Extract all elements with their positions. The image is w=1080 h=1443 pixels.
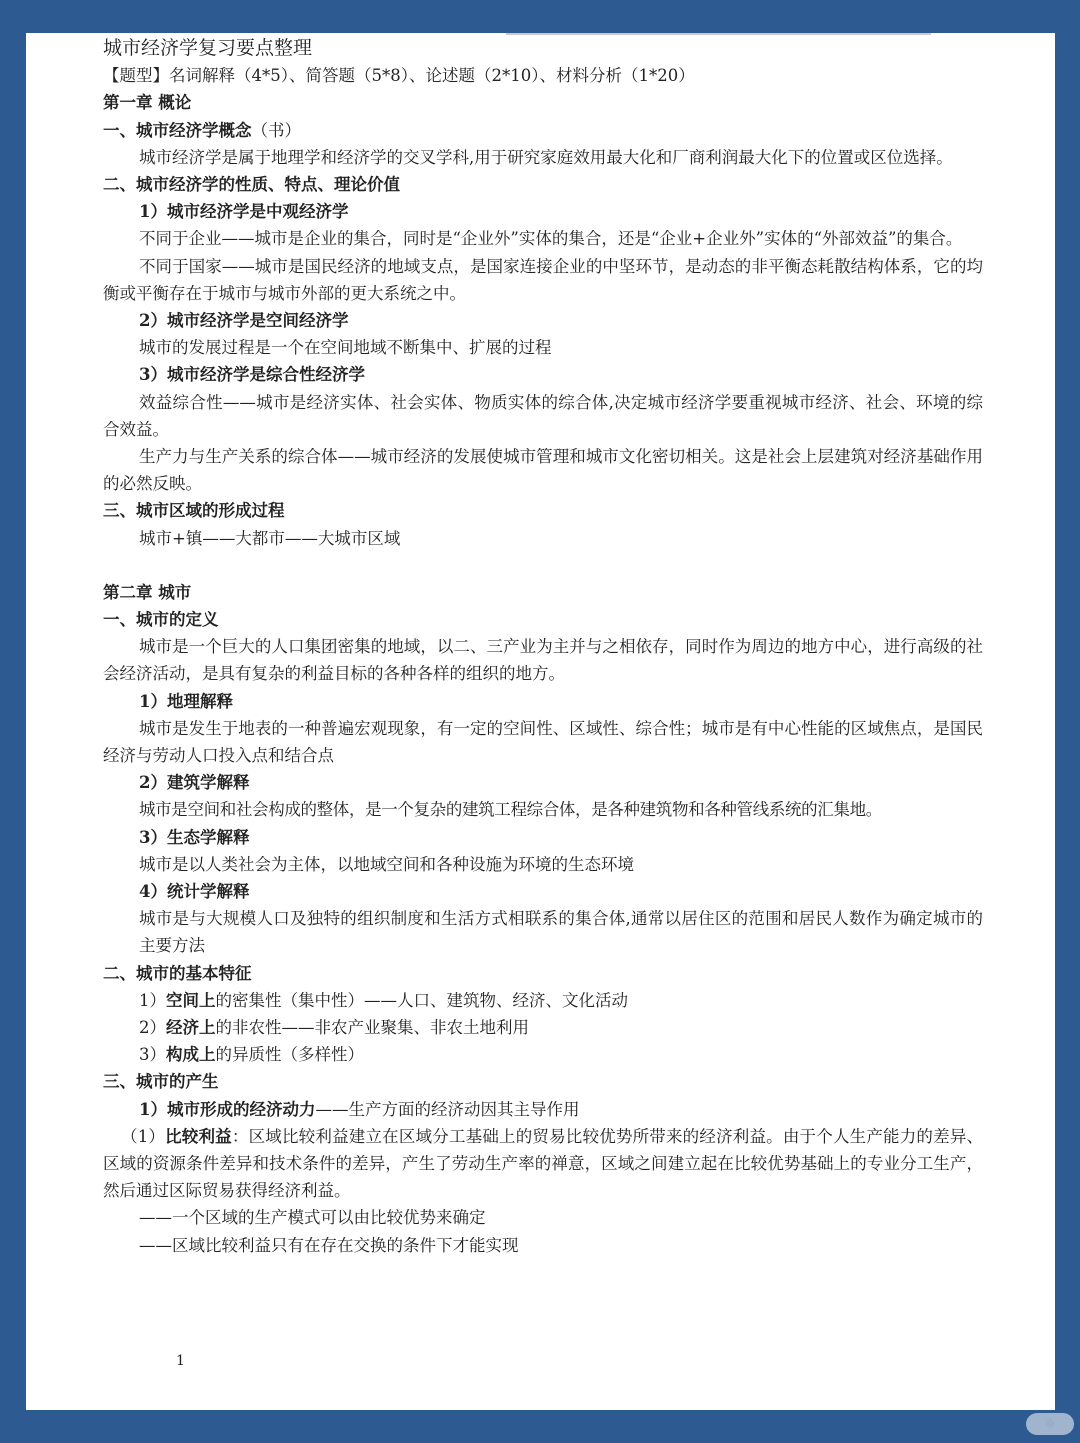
origin-point-text: ——生产方面的经济动因其主导作用 bbox=[315, 1099, 580, 1119]
comparative-advantage-paragraph bbox=[103, 1123, 983, 1205]
page-number: 1 bbox=[176, 1353, 185, 1369]
feature-keyword: 经济上 bbox=[166, 1017, 216, 1037]
watermark-logo-icon: ◎ bbox=[1026, 1413, 1074, 1435]
definition-4-title: 4）统计学解释 bbox=[139, 882, 250, 901]
feature-number: 1） bbox=[139, 990, 166, 1010]
feature-1 bbox=[103, 987, 983, 1014]
ch1-point-3: 3）城市经济学是综合性经济学 bbox=[139, 365, 365, 385]
spacer bbox=[103, 552, 983, 579]
feature-number: 3） bbox=[139, 1045, 166, 1065]
dash-note-1: ——一个区域的生产模式可以由比较优势来确定 bbox=[139, 1208, 486, 1228]
origin-point-title: 1）城市形成的经济动力 bbox=[139, 1099, 316, 1119]
ch2-section-3-title: 三、城市的产生 bbox=[103, 1072, 219, 1092]
document-body bbox=[103, 35, 983, 1259]
ch1-point-2-paragraph: 城市的发展过程是一个在空间地域不断集中、扩展的过程 bbox=[139, 338, 552, 358]
ch1-section-3-title: 三、城市区域的形成过程 bbox=[103, 501, 285, 521]
feature-text: 的非农性——非农产业聚集、非农土地利用 bbox=[215, 1017, 529, 1037]
feature-text: 的密集性（集中性）——人口、建筑物、经济、文化活动 bbox=[215, 990, 628, 1010]
ch1-section-1-title bbox=[103, 117, 983, 144]
feature-text: 的异质性（多样性） bbox=[215, 1045, 364, 1065]
section-note: （书） bbox=[251, 120, 301, 140]
ch1-point-3-paragraph-1: 效益综合性——城市是经济实体、社会实体、物质实体的综合体,决定城市经济学要重视城市经济、社会、环境的综合效益。 bbox=[103, 392, 983, 439]
ch1-section-2-title: 二、城市经济学的性质、特点、理论价值 bbox=[103, 174, 400, 194]
definition-2-paragraph: 城市是空间和社会构成的整体，是一个复杂的建筑工程综合体，是各种建筑物和各种管线系统的汇集地。 bbox=[139, 800, 882, 820]
ch2-section-1-title: 一、城市的定义 bbox=[103, 610, 219, 630]
feature-keyword: 构成上 bbox=[166, 1045, 216, 1065]
ch1-point-3-paragraph-2: 生产力与生产关系的综合体——城市经济的发展使城市管理和城市文化密切相关。这是社会上层建筑对经济基础作用的必然反映。 bbox=[103, 446, 983, 494]
dash-note-2: ——区域比较利益只有在存在交换的条件下才能实现 bbox=[139, 1235, 519, 1255]
ch2-section-2-title: 二、城市的基本特征 bbox=[103, 963, 252, 983]
sub-text: ：区域比较利益建立在区域分工基础上的贸易比较优势所带来的经济利益。由于个人生产能力的差异、区域的资源条件差异和技术条件的差异，产生了劳动生产率的禅意，区域之间建立起在比较优势基础上的专业分工生产，然后通过区际贸易获得经济利益。 bbox=[103, 1126, 984, 1201]
ch1-section-3-paragraph: 城市+镇——大都市——大城市区域 bbox=[139, 528, 401, 548]
document-title: 城市经济学复习要点整理 bbox=[103, 37, 313, 59]
chapter-1-heading: 第一章 概论 bbox=[103, 93, 192, 113]
ch1-point-1-paragraph-2: 不同于国家——城市是国民经济的地域支点，是国家连接企业的中坚环节，是动态的非平衡态耗散结构体系，它的均衡或平衡存在于城市与城市外部的更大系统之中。 bbox=[103, 256, 983, 303]
definition-1-title: 1）地理解释 bbox=[139, 691, 233, 711]
ch2-section-1-paragraph: 城市是一个巨大的人口集团密集的地域，以二、三产业为主并与之相依存，同时作为周边的地方中心，进行高级的社会经济活动，是具有复杂的利益目标的各种各样的组织的地方。 bbox=[103, 637, 983, 684]
feature-keyword: 空间上 bbox=[166, 990, 216, 1010]
definition-1-paragraph: 城市是发生于地表的一种普遍宏观现象，有一定的空间性、区域性、综合性；城市是有中心性能的区域焦点，是国民经济与劳动人口投入点和结合点 bbox=[103, 718, 983, 766]
ch1-section-1-paragraph: 城市经济学是属于地理学和经济学的交叉学科,用于研究家庭效用最大化和厂商利润最大化下的位置或区位选择。 bbox=[139, 147, 953, 167]
feature-number: 2） bbox=[139, 1017, 166, 1037]
definition-2-title: 2）建筑学解释 bbox=[139, 773, 250, 793]
feature-3 bbox=[103, 1041, 983, 1068]
ch1-point-1-paragraph-1: 不同于企业——城市是企业的集合，同时是“企业外”实体的集合，还是“企业+企业外”实体的“外部效益”的集合。 bbox=[139, 229, 963, 249]
feature-2 bbox=[103, 1014, 983, 1041]
sub-number: （1） bbox=[121, 1126, 166, 1146]
origin-point-1 bbox=[103, 1096, 983, 1123]
chapter-2-heading: 第二章 城市 bbox=[103, 582, 192, 602]
section-title-text: 一、城市经济学概念 bbox=[103, 120, 252, 140]
definition-4-paragraph: 城市是与大规模人口及独特的组织制度和生活方式相联系的集合体,通常以居住区的范围和居民人数作为确定城市的主要方法 bbox=[139, 909, 983, 956]
question-types: 【题型】名词解释（4*5）、简答题（5*8）、论述题（2*10）、材料分析（1*20） bbox=[103, 66, 695, 86]
definition-3-paragraph: 城市是以人类社会为主体，以地域空间和各种设施为环境的生态环境 bbox=[139, 854, 634, 874]
definition-3-title: 3）生态学解释 bbox=[139, 827, 250, 847]
sub-keyword: 比较利益 bbox=[165, 1126, 232, 1146]
ch1-point-2: 2）城市经济学是空间经济学 bbox=[139, 310, 349, 330]
ch1-point-1: 1）城市经济学是中观经济学 bbox=[139, 202, 349, 222]
document-page bbox=[26, 33, 1055, 1410]
